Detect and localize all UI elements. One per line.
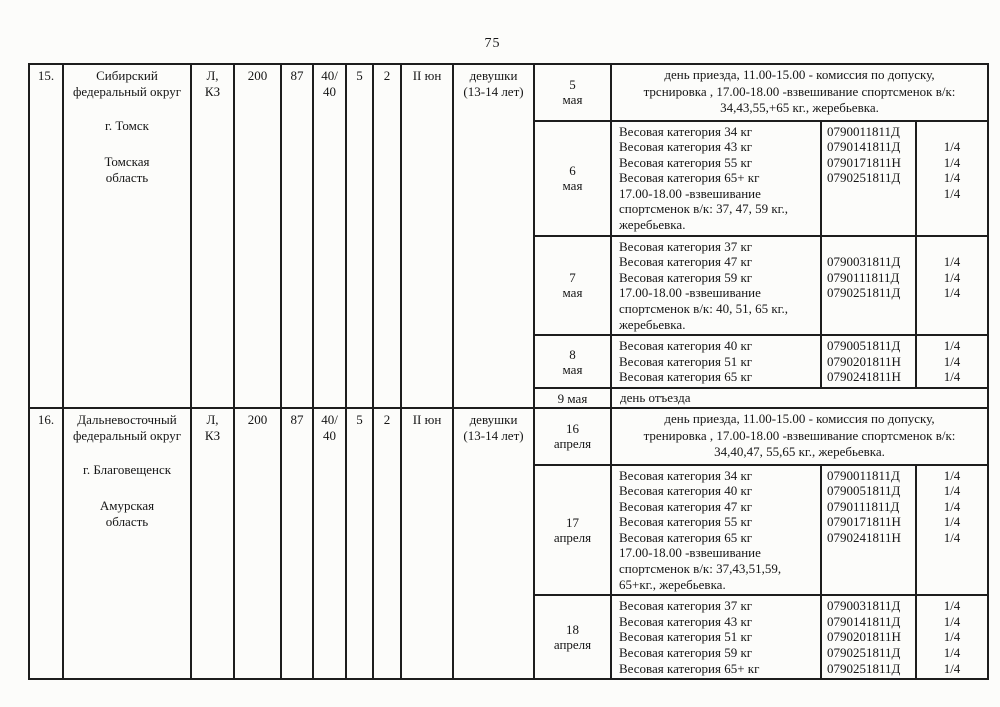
date-cell: [535, 122, 612, 235]
round-label: [917, 561, 987, 577]
quota-column: [917, 237, 987, 335]
weight-category-label: Весовая категория 37 кг: [619, 598, 753, 614]
weight-category-label: Весовая категория 47 кг: [619, 254, 753, 270]
split-count-line: 40: [323, 428, 336, 443]
round-label: [917, 545, 987, 561]
note-line: тренировка , 17.00-18.00 -взвешивание спортсменок в/к:: [643, 427, 956, 443]
date-label: апреля: [553, 529, 592, 545]
weight-category-label: Весовая категория 43 кг: [619, 139, 753, 155]
event-type-line: КЗ: [204, 428, 221, 443]
round-label: 1/4: [943, 254, 961, 270]
split-count-cell: [314, 409, 347, 678]
date-cell: [535, 336, 612, 387]
note-line: день приезда, 11.00-15.00 - комиссия по допуску,: [664, 411, 935, 426]
weight-category-label: 65+кг., жеребьевка.: [619, 576, 726, 592]
round-label: 1/4: [943, 170, 961, 186]
count-cell: 2: [374, 409, 402, 678]
round-label: [917, 201, 987, 217]
arrival-note: [612, 65, 987, 120]
discipline-code: 0790171811Н: [827, 514, 901, 530]
schedule-area: [535, 65, 987, 407]
discipline-code: [822, 186, 915, 202]
round-label: 1/4: [943, 285, 961, 301]
quota-column: [917, 466, 987, 595]
discipline-code: 0790031811Д: [827, 598, 901, 614]
date-label: 8: [569, 346, 576, 362]
region-cell: [64, 409, 192, 678]
weight-category-label: Весовая категория 40 кг: [619, 483, 753, 499]
weight-text-column: [612, 466, 822, 595]
count-cell: 87: [282, 409, 314, 678]
date-label: 18: [566, 622, 579, 638]
quota-column: [917, 122, 987, 235]
age-group-line: девушки: [469, 412, 518, 427]
count-cell: 87: [282, 65, 314, 407]
weight-category-label: 17.00-18.00 -взвешивание: [619, 185, 761, 201]
area-line: область: [105, 170, 149, 185]
discipline-code: [822, 239, 915, 255]
round-label: [917, 239, 987, 255]
weight-category-label: Весовая категория 40 кг: [619, 338, 753, 354]
discipline-code: 0790011811Д: [827, 467, 900, 483]
area-line: Томская: [104, 154, 150, 169]
code-column: [822, 237, 917, 335]
round-label: 1/4: [943, 529, 961, 545]
schedule-table: [28, 63, 989, 680]
area-line: Амурская: [99, 498, 155, 513]
discipline-code: 0790171811Н: [827, 154, 901, 170]
region-cell: [64, 65, 192, 407]
region-line: Сибирский: [96, 68, 158, 83]
day-block-weights: [535, 120, 987, 235]
city-name: г. Благовещенск: [82, 462, 172, 477]
round-label: 1/4: [943, 629, 961, 645]
count-cell: 5: [347, 409, 374, 678]
weight-category-label: спортсменок в/к: 40, 51, 65 кг.,: [619, 301, 789, 317]
weight-text-column: [612, 122, 822, 235]
date-label: апреля: [553, 637, 592, 653]
round-label: [917, 217, 987, 233]
weight-category-label: Весовая категория 51 кг: [619, 629, 753, 645]
round-label: [917, 301, 987, 317]
weight-category-label: Весовая категория 37 кг: [619, 238, 753, 254]
region-line: Дальневосточный: [77, 412, 177, 427]
region-line: федеральный округ: [72, 84, 182, 99]
discipline-code: [822, 577, 915, 593]
day-block-weights: [535, 464, 987, 595]
weight-category-label: 17.00-18.00 -взвешивание: [619, 545, 761, 561]
round-label: 1/4: [943, 369, 961, 385]
event-type-cell: [192, 65, 235, 407]
date-cell: [535, 237, 612, 335]
age-group-line: (13-14 лет): [463, 428, 524, 443]
participants-cell: 200: [235, 409, 282, 678]
round-label: 1/4: [943, 598, 961, 614]
age-group-cell: [454, 65, 535, 407]
round-label: 1/4: [943, 338, 961, 354]
weight-category-label: жеребьевка.: [619, 316, 686, 332]
quota-column: [917, 336, 987, 387]
weight-category-label: Весовая категория 55 кг: [619, 154, 753, 170]
weight-category-label: Весовая категория 55 кг: [619, 514, 753, 530]
round-label: [917, 317, 987, 333]
date-cell: [535, 596, 612, 678]
date-label: 9 мая: [557, 390, 588, 406]
round-label: 1/4: [943, 483, 961, 499]
day-block-weights: [535, 235, 987, 335]
date-cell: [535, 466, 612, 595]
split-count-line: 40/: [321, 412, 338, 427]
discipline-code: 0790201811Н: [827, 353, 901, 369]
day-block-arrival: [535, 65, 987, 120]
weight-category-label: Весовая категория 65 кг: [619, 529, 753, 545]
round-label: 1/4: [943, 269, 961, 285]
row-number-cell: [30, 65, 64, 407]
note-line: день отъезда: [620, 390, 691, 405]
discipline-code: [822, 561, 915, 577]
weight-category-label: Весовая категория 51 кг: [619, 353, 753, 369]
schedule-area: [535, 409, 987, 678]
date-label: мая: [562, 285, 583, 301]
weight-category-label: Весовая категория 47 кг: [619, 498, 753, 514]
date-cell: [535, 389, 612, 407]
day-block-departure: [535, 387, 987, 407]
round-label: 1/4: [943, 154, 961, 170]
weight-category-label: Весовая категория 59 кг: [619, 645, 753, 661]
event-type-cell: [192, 409, 235, 678]
weight-category-label: Весовая категория 65+ кг: [619, 170, 760, 186]
date-label: 16: [566, 421, 579, 437]
discipline-code: 0790251811Д: [827, 285, 901, 301]
round-label: 1/4: [943, 514, 961, 530]
date-label: мая: [562, 361, 583, 377]
rank-cell: II юн: [402, 65, 454, 407]
table-row-15: [30, 65, 987, 407]
arrival-note: [612, 409, 987, 464]
weight-category-label: Весовая категория 65 кг: [619, 369, 753, 385]
age-group-line: (13-14 лет): [463, 84, 524, 99]
weight-text-column: [612, 596, 822, 678]
code-column: [822, 466, 917, 595]
date-cell: [535, 409, 612, 464]
region-line: федеральный округ: [72, 428, 182, 443]
date-label: 7: [569, 270, 576, 286]
weight-category-label: Весовая категория 43 кг: [619, 613, 753, 629]
date-label: мая: [562, 92, 583, 108]
round-label: 1/4: [943, 498, 961, 514]
event-type-line: КЗ: [204, 84, 221, 99]
weight-category-label: Весовая категория 34 кг: [619, 123, 753, 139]
discipline-code: [822, 317, 915, 333]
discipline-code: 0790031811Д: [827, 254, 901, 270]
note-line: 34,40,47, 55,65 кг., жеребьевка.: [714, 444, 885, 459]
discipline-code: 0790141811Д: [827, 613, 901, 629]
age-group-cell: [454, 409, 535, 678]
date-cell: [535, 65, 612, 120]
event-type-line: Л,: [206, 68, 219, 83]
table-row-16: [30, 407, 987, 678]
discipline-code: 0790141811Д: [827, 139, 901, 155]
round-label: 1/4: [943, 185, 961, 201]
count-cell: 2: [374, 65, 402, 407]
discipline-code: 0790011811Д: [827, 123, 900, 139]
discipline-code: 0790201811Н: [827, 629, 901, 645]
quota-column: [917, 596, 987, 678]
weight-category-label: Весовая категория 34 кг: [619, 467, 753, 483]
round-label: 1/4: [943, 353, 961, 369]
region-name: [64, 68, 190, 100]
round-label: 1/4: [943, 467, 961, 483]
region-name: [64, 412, 190, 444]
area-name: [64, 498, 190, 530]
discipline-code: [822, 217, 915, 233]
note-line: 34,43,55,+65 кг., жеребьевка.: [720, 100, 879, 115]
discipline-code: [822, 545, 915, 561]
round-label: [917, 577, 987, 593]
date-label: 17: [566, 514, 579, 530]
weight-category-label: 17.00-18.00 -взвешивание: [619, 285, 761, 301]
event-type-line: Л,: [206, 412, 219, 427]
count-cell: 5: [347, 65, 374, 407]
weight-text-column: [612, 336, 822, 387]
weight-category-label: спортсменок в/к: 37,43,51,59,: [619, 561, 782, 577]
code-column: [822, 122, 917, 235]
discipline-code: [822, 301, 915, 317]
split-count-cell: [314, 65, 347, 407]
weight-category-label: Весовая категория 59 кг: [619, 269, 753, 285]
discipline-code: 0790051811Д: [827, 338, 901, 354]
date-label: апреля: [553, 436, 592, 452]
weight-category-label: спортсменок в/к: 37, 47, 59 кг.,: [619, 201, 789, 217]
discipline-code: 0790111811Д: [827, 269, 900, 285]
departure-note: [612, 389, 987, 407]
day-block-weights: [535, 594, 987, 678]
row-number: 15.: [37, 68, 55, 83]
discipline-code: [822, 201, 915, 217]
discipline-code: 0790251811Д: [827, 170, 901, 186]
round-label: 1/4: [943, 139, 961, 155]
weight-text-column: [612, 237, 822, 335]
round-label: 1/4: [943, 645, 961, 661]
round-label: 1/4: [943, 613, 961, 629]
day-block-arrival: [535, 409, 987, 464]
date-label: 5: [569, 77, 576, 93]
date-label: 6: [569, 163, 576, 179]
participants-cell: 200: [235, 65, 282, 407]
round-label: [917, 124, 987, 140]
age-group-line: девушки: [469, 68, 518, 83]
page-number: 75: [484, 36, 501, 51]
discipline-code: 0790111811Д: [827, 498, 900, 514]
area-name: [64, 154, 190, 186]
row-number-cell: [30, 409, 64, 678]
code-column: [822, 596, 917, 678]
rank-cell: II юн: [402, 409, 454, 678]
note-line: трснировка , 17.00-18.00 -взвешивание спортсменок в/к:: [643, 83, 956, 99]
discipline-code: 0790241811Н: [827, 529, 901, 545]
date-label: мая: [562, 178, 583, 194]
discipline-code: 0790051811Д: [827, 483, 901, 499]
day-block-weights: [535, 334, 987, 387]
discipline-code: 0790251811Д: [827, 660, 901, 676]
discipline-code: 0790251811Д: [827, 645, 901, 661]
weight-category-label: Весовая категория 65+ кг: [619, 660, 760, 676]
city-name: г. Томск: [105, 118, 149, 133]
area-line: область: [105, 514, 149, 529]
note-line: день приезда, 11.00-15.00 - комиссия по допуску,: [664, 67, 935, 82]
weight-category-label: жеребьевка.: [619, 217, 686, 233]
split-count-line: 40/: [321, 68, 338, 83]
split-count-line: 40: [323, 84, 336, 99]
round-label: 1/4: [943, 660, 961, 676]
code-column: [822, 336, 917, 387]
discipline-code: 0790241811Н: [827, 369, 901, 385]
row-number: 16.: [37, 412, 55, 427]
